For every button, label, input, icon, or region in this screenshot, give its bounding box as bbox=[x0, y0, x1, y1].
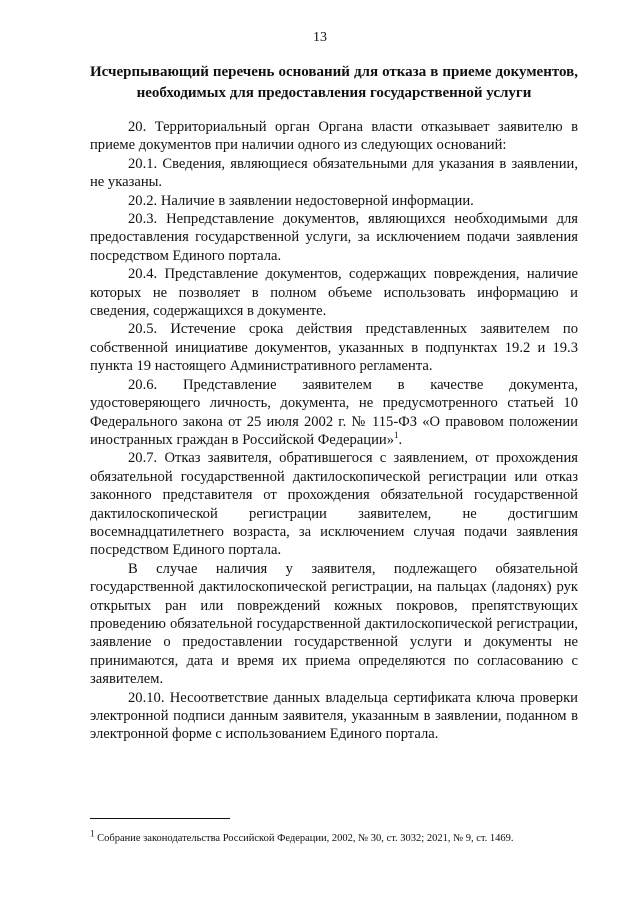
paragraph-20-10: 20.10. Несоответствие данных владельца сертификата ключа проверки электронной подписи данным заявителя, указанным в заявлении, поданном в электронной форме с использованием Единого портала. bbox=[90, 689, 578, 743]
paragraph-20-4: 20.4. Представление документов, содержащих повреждения, наличие которых не позволяет в полном объеме использовать информацию и сведения, содержащихся в документе. bbox=[90, 266, 578, 320]
document-body bbox=[90, 118, 578, 744]
footnote-reference: 1 bbox=[394, 430, 399, 441]
page-number: 13 bbox=[313, 30, 327, 45]
paragraph-20-7: 20.7. Отказ заявителя, обратившегося с заявлением, от прохождения обязательной государственной дактилоскопической регистрации или отказ законного представителя от прохождения обязательной государственной дактилоскопической регистрации заявителем, не достигшим восемнадцатилетнего возраста, за исключением случая подачи заявления посредством Единого портала. bbox=[90, 450, 578, 559]
footnote bbox=[90, 828, 578, 846]
paragraph-20: 20. Территориальный орган Органа власти отказывает заявителю в приеме документов при наличии одного из следующих оснований: bbox=[90, 119, 578, 154]
section-heading: Исчерпывающий перечень оснований для отказа в приеме документов, необходимых для предоставления государственной услуги bbox=[90, 64, 578, 101]
paragraph-20-1: 20.1. Сведения, являющиеся обязательными для указания в заявлении, не указаны. bbox=[90, 155, 578, 191]
paragraph-20-6-text: 20.6. Представление заявителем в качестве документа, удостоверяющего личность, документа, не предусмотренного статьей 10 Федерального закона от 25 июля 2002 г. № 115-ФЗ «О правовом положении иностранных граждан в Российской Федерации» bbox=[90, 376, 578, 448]
footnote-mark: 1 bbox=[90, 828, 95, 839]
paragraph-20-2: 20.2. Наличие в заявлении недостоверной информации. bbox=[128, 192, 474, 209]
paragraph-20-5: 20.5. Истечение срока действия представленных заявителем по собственной инициативе документов, указанных в подпунктах 19.2 и 19.3 пункта 19 настоящего Административного регламента. bbox=[90, 321, 578, 375]
paragraph-20-3: 20.3. Непредставление документов, являющихся необходимыми для предоставления государственной услуги, за исключением подачи заявления посредством Единого портала. bbox=[90, 211, 578, 264]
paragraph-20-6 bbox=[90, 376, 578, 450]
paragraph-20-7-note: В случае наличия у заявителя, подлежащего обязательной государственной дактилоскопической регистрации, на пальцах (ладонях) рук открытых ран или повреждений кожных покровов, препятствующих проведению обязательной государственной дактилоскопической регистрации, заявление о предоставлении государственной услуги и документы не принимаются, дата и время их приема определяются по согласованию с заявителем. bbox=[90, 560, 578, 688]
paragraph-20-6-end: . bbox=[398, 431, 403, 448]
footnote-text: Собрание законодательства Российской Федерации, 2002, № 30, ст. 3032; 2021, № 9, ст. 1469. bbox=[97, 833, 514, 844]
footnote-divider bbox=[90, 818, 230, 819]
